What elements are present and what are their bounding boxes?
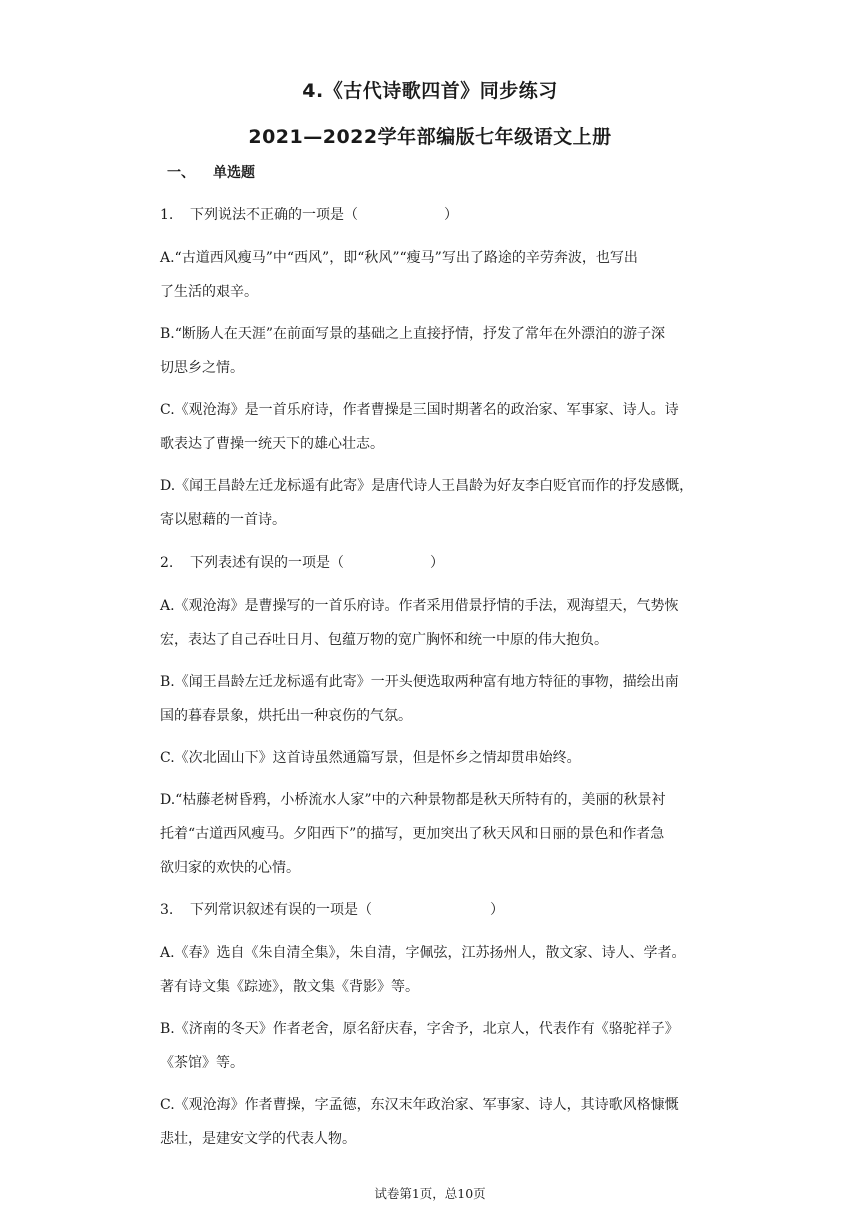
- option-1d-line-2: 寄以慰藉的一首诗。: [160, 512, 286, 528]
- option-1c-line-1: C.《观沧海》是一首乐府诗，作者曹操是三国时期著名的政治家、军事家、诗人。诗: [160, 402, 679, 418]
- option-1b-line-1: B.“断肠人在天涯”在前面写景的基础之上直接抒情，抒发了常年在外漂泊的游子深: [160, 326, 666, 342]
- question-2-stem: [160, 553, 444, 573]
- question-close: ）: [444, 207, 458, 223]
- option-1c-line-2: 歌表达了曹操一统天下的雄心壮志。: [160, 436, 384, 452]
- option-3c-line-1: C.《观沧海》作者曹操，字孟德，东汉末年政治家、军事家、诗人，其诗歌风格慷慨: [160, 1097, 679, 1113]
- section-heading: [167, 162, 255, 182]
- option-3c-line-2: 悲壮，是建安文学的代表人物。: [160, 1131, 356, 1147]
- question-3-stem: [160, 900, 504, 920]
- option-2a-line-2: 宏，表达了自己吞吐日月、包蕴万物的宽广胸怀和统一中原的伟大抱负。: [160, 632, 608, 648]
- option-2d-line-2: 托着“古道西风瘦马。夕阳西下”的描写，更加突出了秋天风和日丽的景色和作者急: [160, 826, 665, 842]
- option-2d-line-1: D.“枯藤老树昏鸦，小桥流水人家”中的六种景物都是秋天所特有的，美丽的秋景衬: [160, 792, 666, 808]
- section-label: 单选题: [213, 165, 255, 181]
- option-1a-line-2: 了生活的艰辛。: [160, 284, 258, 300]
- option-2b-line-1: B.《闻王昌龄左迁龙标遥有此寄》一开头便选取两种富有地方特征的事物，描绘出南: [160, 674, 679, 690]
- option-3a-line-1: A.《春》选自《朱自清全集》，朱自清，字佩弦，江苏扬州人，散文家、诗人、学者。: [160, 945, 686, 961]
- option-2a-line-1: A.《观沧海》是曹操写的一首乐府诗。作者采用借景抒情的手法，观海望天，气势恢: [160, 598, 679, 614]
- document-subtitle: 2021—2022学年部编版七年级语文上册: [248, 126, 612, 148]
- question-number: 2.: [160, 555, 174, 571]
- option-1b-line-2: 切思乡之情。: [160, 360, 244, 376]
- document-title: 4.《古代诗歌四首》同步练习: [302, 80, 558, 102]
- option-3b-line-1: B.《济南的冬天》作者老舍，原名舒庆春，字舍予，北京人，代表作有《骆驼祥子》: [160, 1021, 679, 1037]
- question-text: 下列说法不正确的一项是（: [190, 207, 358, 223]
- question-close: ）: [490, 902, 504, 918]
- option-3a-line-2: 著有诗文集《踪迹》，散文集《背影》等。: [160, 979, 419, 995]
- option-1a-line-1: A.“古道西风瘦马”中“西风”，即“秋风”“瘦马”写出了路途的辛劳奔波，也写出: [160, 250, 638, 266]
- question-text: 下列常识叙述有误的一项是（: [190, 902, 372, 918]
- option-2c-line-1: C.《次北固山下》这首诗虽然通篇写景，但是怀乡之情却贯串始终。: [160, 750, 581, 766]
- page-footer: 试卷第1页，总10页: [374, 1186, 486, 1201]
- question-text: 下列表述有误的一项是（: [190, 555, 344, 571]
- question-number: 1.: [160, 207, 174, 223]
- option-2d-line-3: 欲归家的欢快的心情。: [160, 860, 300, 876]
- section-number: 一、: [167, 165, 195, 181]
- option-2b-line-2: 国的暮春景象，烘托出一种哀伤的气氛。: [160, 708, 412, 724]
- option-1d-line-1: D.《闻王昌龄左迁龙标遥有此寄》是唐代诗人王昌龄为好友李白贬官而作的抒发感慨，: [160, 478, 694, 494]
- question-1-stem: [160, 205, 458, 225]
- question-number: 3.: [160, 902, 174, 918]
- question-close: ）: [430, 555, 444, 571]
- option-3b-line-2: 《茶馆》等。: [160, 1055, 244, 1071]
